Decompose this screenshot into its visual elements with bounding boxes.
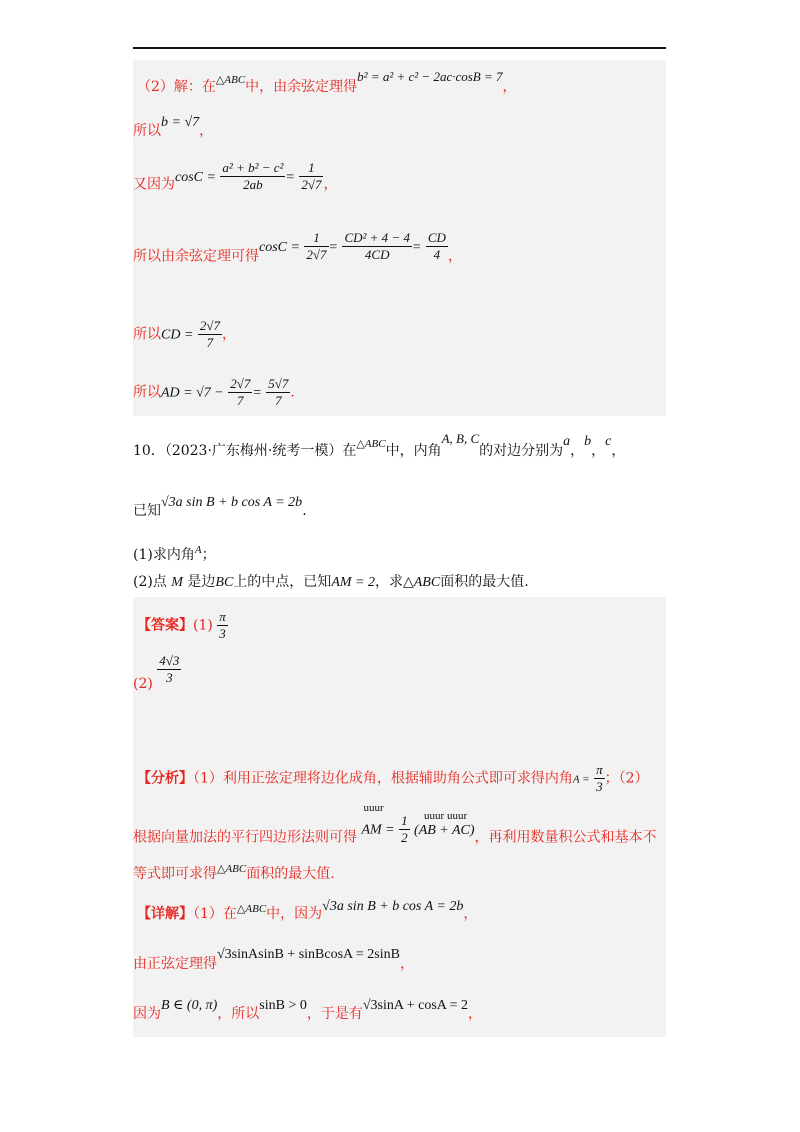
detail-line-2: 由正弦定理得√3sinAsinB + sinBcosA = 2sinB， — [133, 947, 414, 972]
question-10-part-1: (1)求内角$^A$； — [133, 544, 216, 563]
header-rule — [133, 47, 666, 49]
solution-box-part2 — [133, 60, 666, 416]
question-10-line-1: 10．（2023·广东梅州·统考一模）在$^{\triangle ABC}$中，内角A, B, C的对边分别为a，b，c， — [133, 431, 626, 459]
fraction: $\frac{\pi}{3}$ — [596, 762, 603, 794]
analysis-line-3: 等式即可求得$^{\triangle ABC}$面积的最大值. — [133, 863, 335, 882]
answer-line-1: 【答案】(1) $\frac{\pi}{3}$ — [137, 609, 226, 641]
fraction: $\frac{\text{a² + b² − c²}}{2ab}$ — [222, 160, 284, 192]
fraction: $\frac{\pi}{3}$ — [219, 609, 226, 641]
vector-equation: uuur AM = $\frac{1}{2}$ uuur uuur (AB + AC) — [361, 802, 475, 845]
analysis-line-1: 【分析】（1）利用正弦定理将边化成角，根据辅助角公式即可求得内角A = $\frac{\pi}{3}$ ；（2） — [137, 762, 649, 794]
detail-line-1: 【详解】（1）在$^{\triangle ABC}$中，因为√3a sin B + b cos A = 2b， — [137, 899, 478, 922]
analysis-line-2: 根据向量加法的平行四边形法则可得 uuur AM = $\frac{1}{2}$ uuur uuur (AB + AC)，再利用数量积公式和基本不 — [133, 802, 657, 846]
solution-line-4: 所以由余弦定理可得cosC = $\frac{1}{2√7}$ = $\frac{\text{CD² + 4 − 4}}{4CD}$ = $\frac{CD}{4}$ ， — [133, 230, 462, 265]
detail-line-3: 因为B ∈ (0, π)，所以sinB > 0，于是有√3sinA + cosA = 2， — [133, 998, 482, 1022]
fraction: $\frac{4√3}{3}$ — [159, 653, 180, 685]
fraction: $\frac{2√7}{7}$ — [199, 318, 220, 350]
solution-line-6: 所以AD = √7 − $\frac{2√7}{7}$ = $\frac{5√7}{7}$ . — [133, 376, 295, 408]
fraction: $\frac{5√7}{7}$ — [268, 376, 289, 408]
solution-line-5: 所以CD = $\frac{2√7}{7}$ ， — [133, 318, 236, 350]
solution-line-1: （2）解：在$^{\triangle ABC}$中，由余弦定理得b² = a² + c² − 2ac·cosB = 7， — [137, 69, 517, 95]
answer-line-2: (2) $\frac{4√3}{3}$ — [133, 653, 180, 692]
fraction: $\frac{1}{2√7}$ — [306, 230, 327, 262]
fraction: $\frac{1}{2√7}$ — [301, 160, 322, 192]
solution-line-3: 又因为cosC = $\frac{\text{a² + b² − c²}}{2ab}$ = $\frac{1}{2√7}$ ， — [133, 160, 338, 193]
fraction: $\frac{1}{2}$ — [401, 813, 408, 845]
fraction: $\frac{CD}{4}$ — [427, 230, 446, 262]
question-10-part-2: (2)点 M 是边BC上的中点，已知AM = 2，求△ABC面积的最大值. — [133, 574, 529, 590]
solution-line-2: 所以b = √7， — [133, 115, 214, 139]
answer-box — [133, 597, 666, 1037]
fraction: $\frac{2√7}{7}$ — [230, 376, 251, 408]
fraction: $\frac{\text{CD² + 4 − 4}}{4CD}$ — [344, 230, 410, 262]
question-10-line-2: 已知√3a sin B + b cos A = 2b. — [133, 495, 307, 519]
